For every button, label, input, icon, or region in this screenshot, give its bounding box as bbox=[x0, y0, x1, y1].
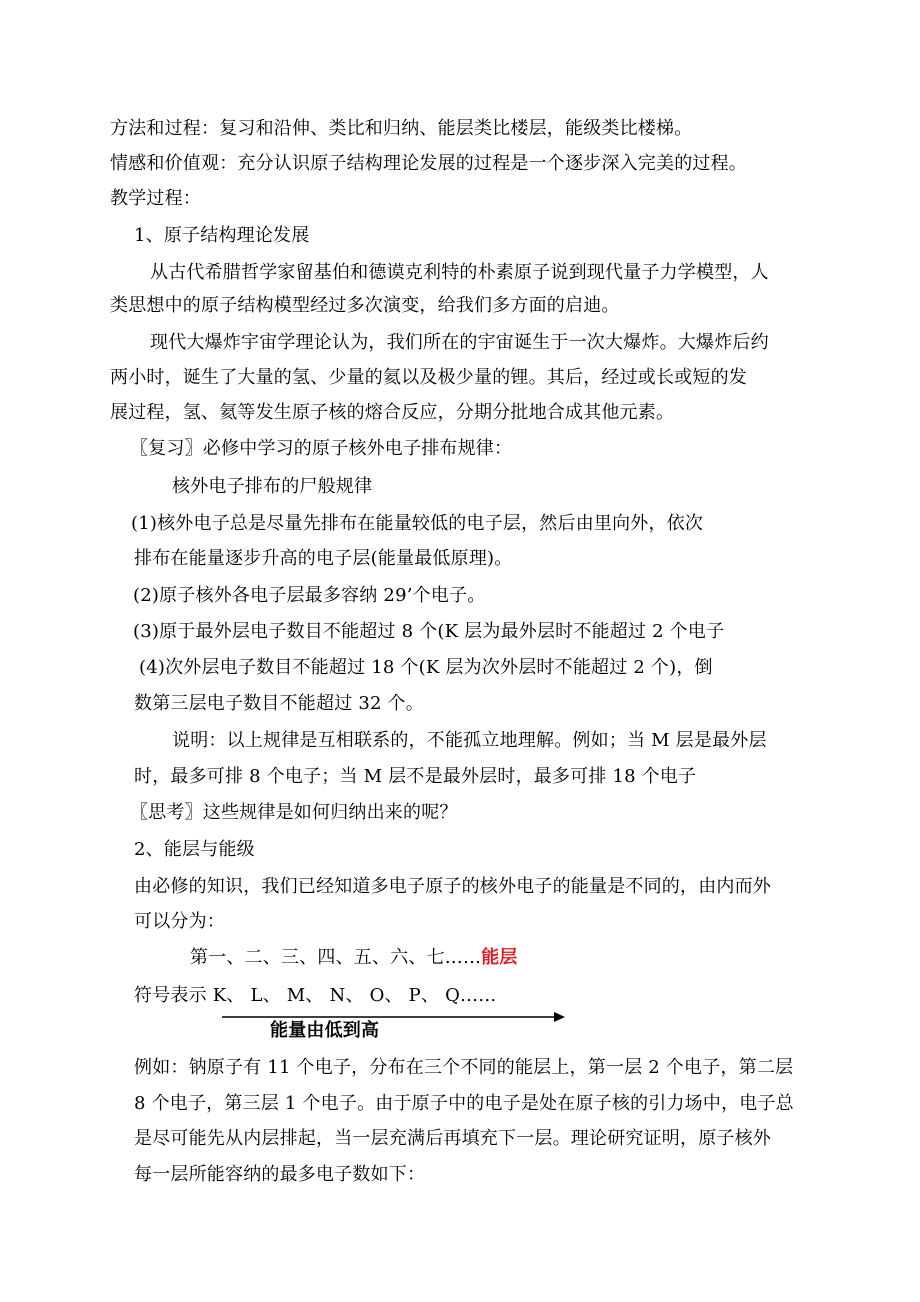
teaching-process-heading: 教学过程： bbox=[110, 188, 201, 209]
energy-layer-sequence bbox=[190, 946, 518, 970]
explanation-line: 说明：以上规律是互相联系的，不能孤立地理解。例如；当 M 层是最外层 bbox=[172, 730, 767, 751]
rule-1-line: (1)核外电子总是尽量先排布在能量较低的电子层，然后由里向外，依次 bbox=[131, 513, 704, 534]
paragraph-line: 例如：钠原子有 11 个电子，分布在三个不同的能层上，第一层 2 个电子，第二层 bbox=[134, 1057, 794, 1078]
rule-1-line: 排布在能量逐步升高的电子层(能量最低原理)。 bbox=[134, 548, 513, 569]
paragraph-line: 可以分为： bbox=[134, 911, 225, 932]
layer-symbols: 符号表示 K、 L、 M、 N、 O、 P、 Q…… bbox=[134, 985, 497, 1006]
paragraph-line: 两小时，诞生了大量的氢、少量的氦以及极少量的锂。其后，经过或长或短的发 bbox=[110, 367, 747, 388]
paragraph-line: 现代大爆炸宇宙学理论认为，我们所在的宇宙诞生于一次大爆炸。大爆炸后约 bbox=[150, 332, 769, 353]
think-heading: 〖思考〗这些规律是如何归纳出来的呢？ bbox=[130, 802, 458, 823]
paragraph-line: 是尽可能先从内层排起，当一层充满后再填充下一层。理论研究证明，原子核外 bbox=[134, 1128, 771, 1149]
energy-low-to-high-label: 能量由低到高 bbox=[270, 1020, 380, 1041]
paragraph-line: 由必修的知识，我们已经知道多电子原子的核外电子的能量是不同的，由内而外 bbox=[134, 876, 771, 897]
review-heading: 〖复习〗必修中学习的原子核外电子排布规律： bbox=[130, 438, 513, 459]
rule-3-line: (3)原于最外层电子数目不能超过 8 个(K 层为最外层时不能超过 2 个电子 bbox=[133, 621, 725, 642]
energy-layer-label: 能层 bbox=[481, 947, 518, 968]
paragraph-line: 从古代希腊哲学家留基伯和德谟克利特的朴素原子说到现代量子力学模型，人 bbox=[150, 262, 769, 283]
paragraph-line: 展过程，氢、氦等发生原子核的熔合反应，分期分批地合成其他元素。 bbox=[110, 402, 675, 423]
section-2-heading: 2、能层与能级 bbox=[134, 839, 255, 860]
rule-4-line: 数第三层电子数目不能超过 32 个。 bbox=[134, 693, 424, 714]
paragraph-line: 类思想中的原子结构模型经过多次演变，给我们多方面的启迪。 bbox=[110, 295, 620, 316]
rule-2-line: (2)原子核外各电子层最多容纳 29’个电子。 bbox=[133, 585, 486, 606]
method-process-line: 方法和过程：复习和沿伸、类比和归纳、能层类比楼层，能级类比楼梯。 bbox=[110, 118, 693, 139]
paragraph-line: 每一层所能容纳的最多电子数如下： bbox=[134, 1164, 426, 1185]
rules-subheading: 核外电子排布的尸般规律 bbox=[172, 476, 373, 497]
layer-numbers: 第一、二、三、四、五、六、七…… bbox=[190, 947, 482, 968]
paragraph-line: 8 个电子，第三层 1 个电子。由于原子中的电子是处在原子核的引力场中，电子总 bbox=[134, 1093, 794, 1114]
emotion-values-line: 情感和价值观：充分认识原子结构理论发展的过程是一个逐步深入完美的过程。 bbox=[110, 153, 747, 174]
rule-4-line: (4)次外层电子数目不能超过 18 个(K 层为次外层时不能超过 2 个)，倒 bbox=[139, 657, 713, 678]
explanation-line: 时，最多可排 8 个电子；当 M 层不是最外层时，最多可排 18 个电子 bbox=[134, 766, 697, 787]
section-1-heading: 1、原子结构理论发展 bbox=[134, 225, 310, 246]
